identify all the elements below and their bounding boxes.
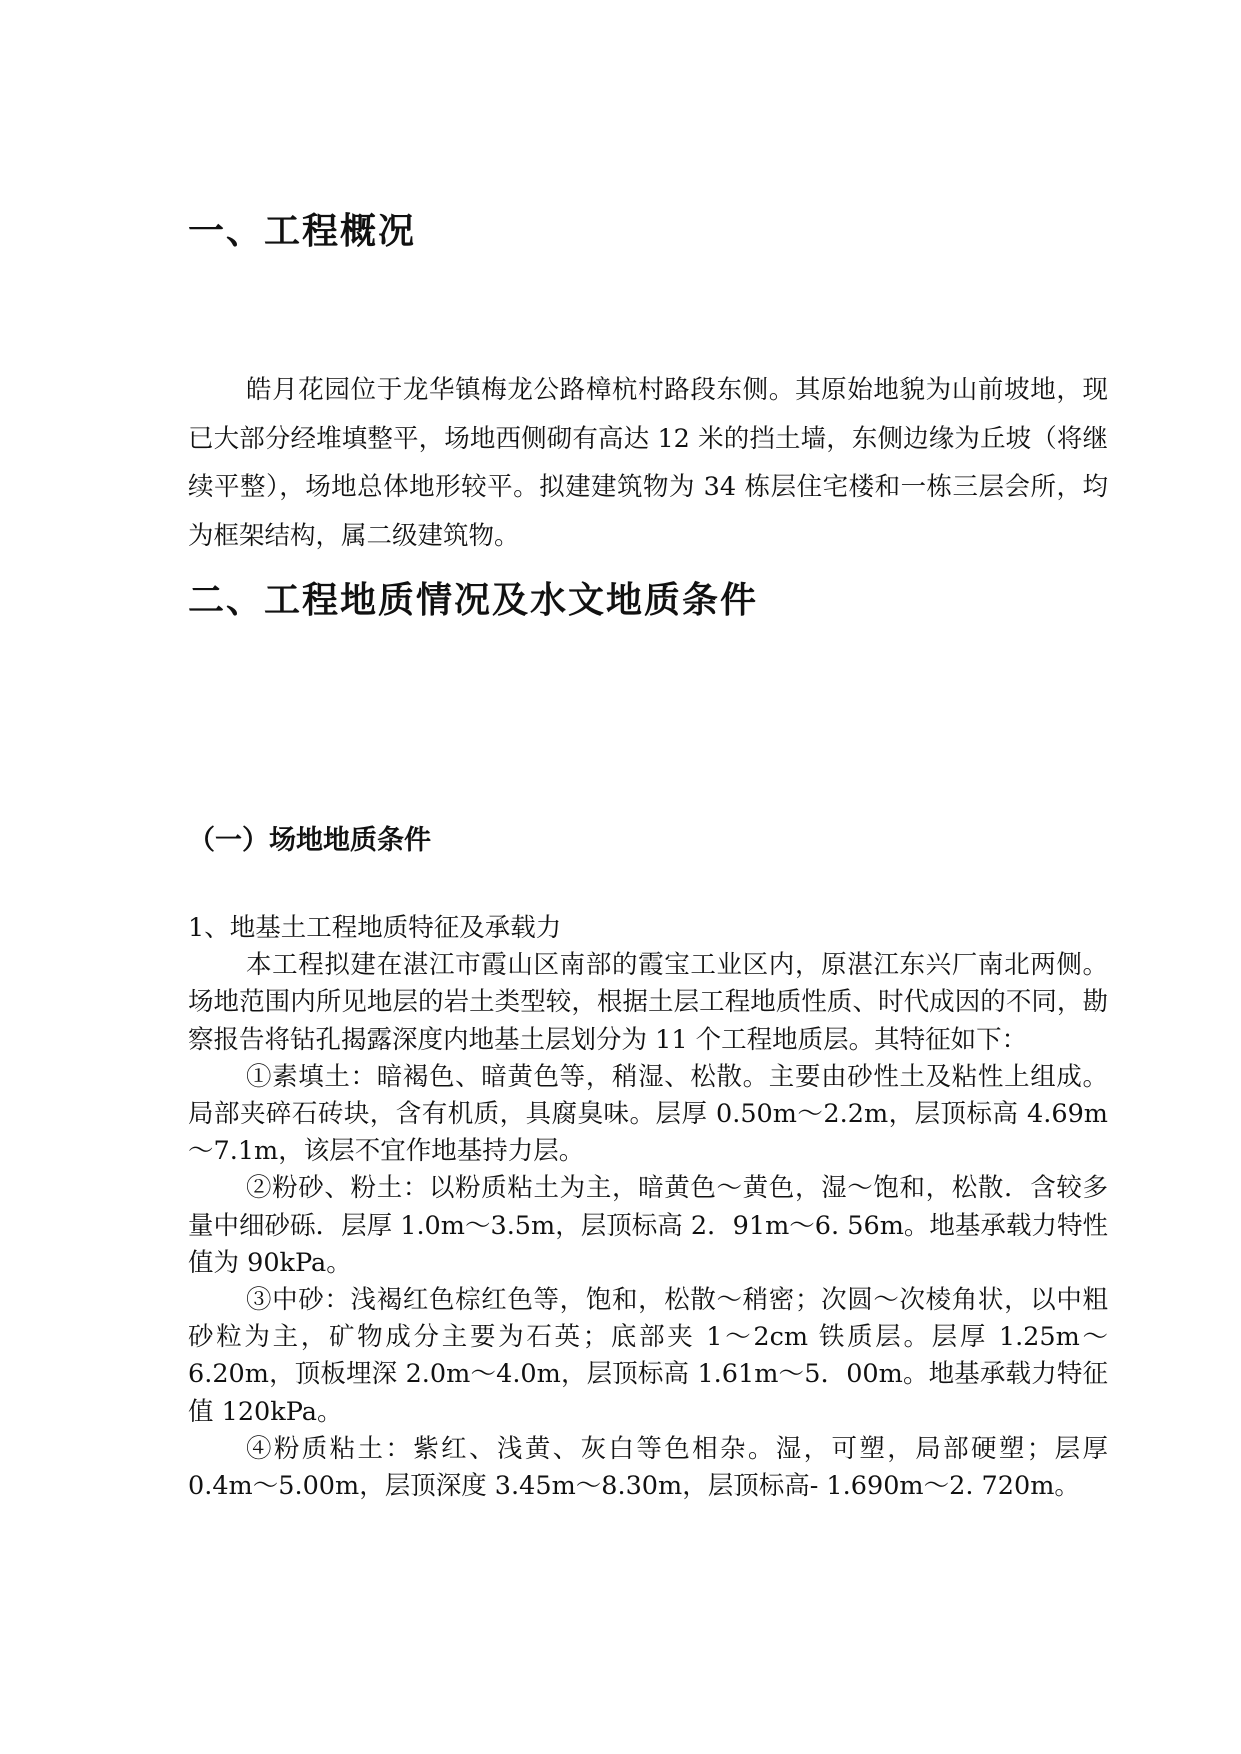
item-title: 1、地基土工程地质特征及承载力 <box>188 913 562 943</box>
layer-3-paragraph: ③中砂：浅褐红色棕红色等，饱和，松散～稍密；次圆～次棱角状，以中粗砂粒为主，矿物成分主要为石英；底部夹 1～2cm 铁质层。层厚 1.25m～6.20m，顶板埋深 2.0m～4.0m，层顶标高 1.61m～5．00m。地基承载力特征值 120kPa。 <box>188 1285 1108 1427</box>
subsection-heading: （一）场地地质条件 <box>188 825 431 856</box>
geology-section <box>188 910 1108 1505</box>
section-heading-2: 二、工程地质情况及水文地质条件 <box>188 580 759 621</box>
site-description-paragraph: 本工程拟建在湛江市霞山区南部的霞宝工业区内，原湛江东兴厂南北两侧。场地范围内所见地层的岩土类型较，根据土层工程地质性质、时代成因的不同，勘察报告将钻孔揭露深度内地基土层划分为 11 个工程地质层。其特征如下： <box>188 950 1108 1055</box>
section-heading-1: 一、工程概况 <box>188 211 417 252</box>
layer-2-paragraph: ②粉砂、粉土：以粉质粘土为主，暗黄色～黄色，湿～饱和，松散．含较多量中细砂砾．层厚 1.0m～3.5m，层顶标高 2．91m～6. 56m。地基承载力特性值为 90kPa。 <box>188 1173 1108 1278</box>
project-overview-paragraph: 皓月花园位于龙华镇梅龙公路樟杭村路段东侧。其原始地貌为山前坡地，现已大部分经堆填整平，场地西侧砌有高达 12 米的挡土墙，东侧边缘为丘坡（将继续平整），场地总体地形较平。拟建建筑物为 34 栋层住宅楼和一栋三层会所，均为框架结构，属二级建筑物。 <box>188 375 1108 551</box>
layer-1-paragraph: ①素填土：暗褐色、暗黄色等，稍湿、松散。主要由砂性土及粘性上组成。局部夹碎石砖块，含有机质，具腐臭味。层厚 0.50m～2.2m，层顶标高 4.69m～7.1m，该层不宜作地基持力层。 <box>188 1061 1108 1167</box>
layer-4-paragraph: ④粉质粘土：紫红、浅黄、灰白等色相杂。湿，可塑，局部硬塑；层厚 0.4m～5.00m，层顶深度 3.45m～8.30m，层顶标高- 1.690m～2. 720m。 <box>188 1433 1108 1502</box>
